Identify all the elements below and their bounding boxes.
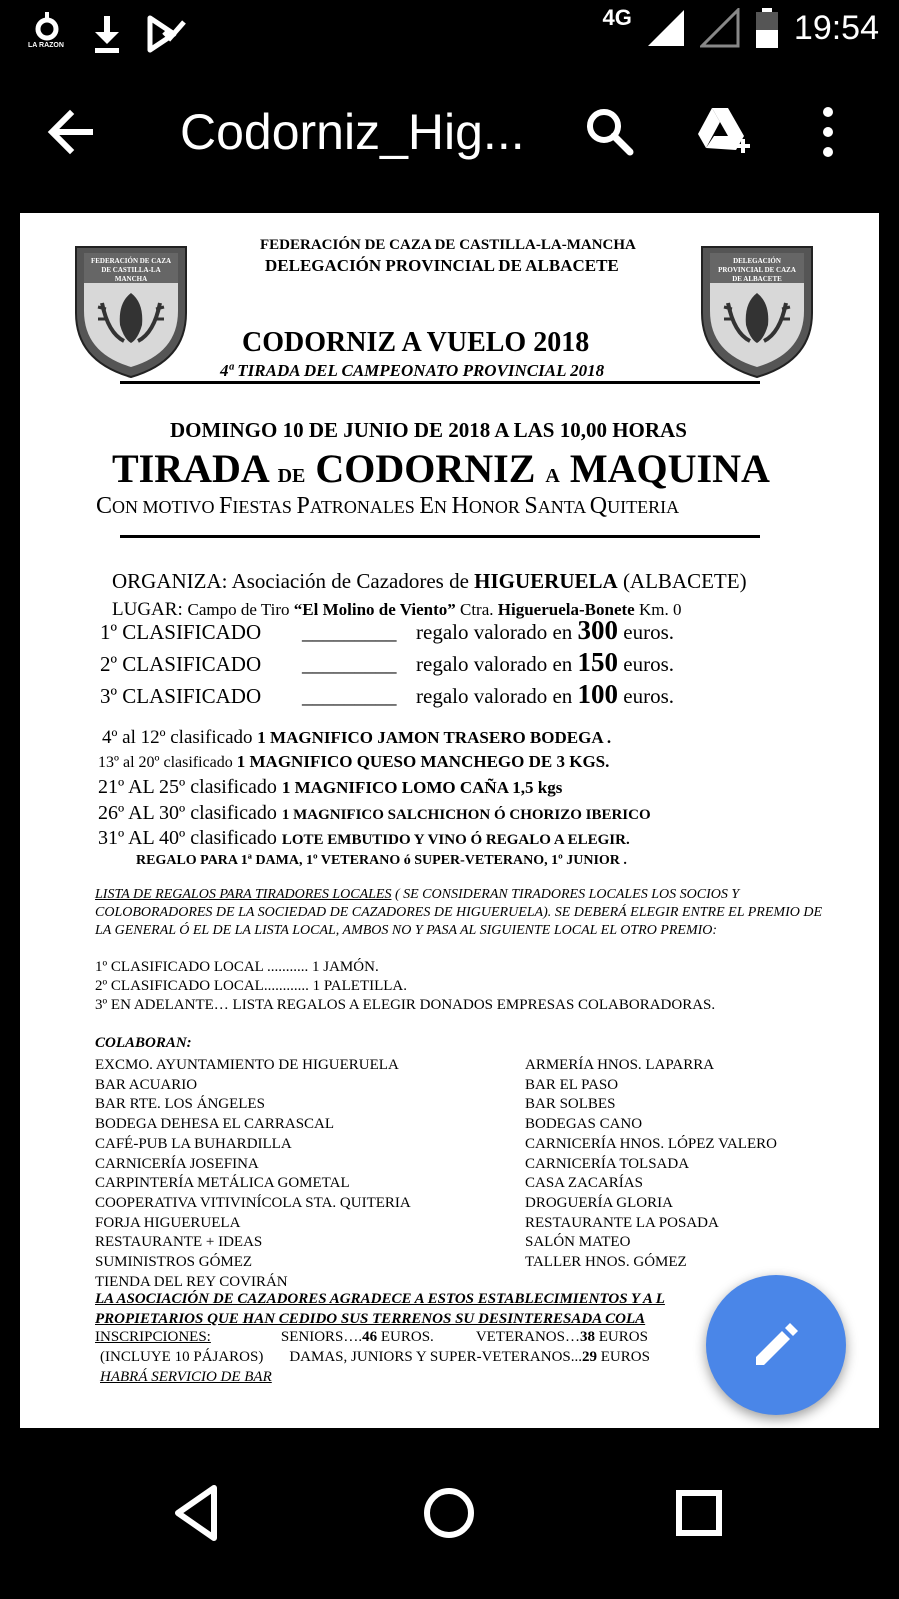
motivo-line: CON MOTIVO FIESTAS PATRONALES EN HONOR SANTA QUITERIA [96, 493, 680, 519]
nav-back-icon[interactable] [164, 1478, 234, 1548]
prize-26-30: 26º AL 30º clasificado 1 MAGNIFICO SALCHICHON Ó CHORIZO IBERICO [98, 802, 651, 824]
local-list-paragraph: LISTA DE REGALOS PARA TIRADORES LOCALES ( SE CONSIDERAN TIRADORES LOCALES LOS SOCIOS Y COLOBORADORES DE LA SOCIEDAD DE CAZADORES DE HIGUERUELA). SE DEBERÁ ELEGIR ENTRE EL PREMIO DE LA GENERAL Ó EL DE LA LISTA LOCAL, AMBOS NO Y PASA AL SIGUIENTE LOCAL EL OTRO PREMIO: [95, 887, 823, 938]
list-item: DROGUERÍA GLORIA [525, 1194, 673, 1211]
federacion-logo [72, 243, 190, 379]
local-prize-2: 2º CLASIFICADO LOCAL............ 1 PALETILLA. [95, 978, 408, 994]
prize-3: 3º CLASIFICADO _________ regalo valorado en 100 euros. [100, 679, 675, 709]
list-item: SUMINISTROS GÓMEZ [95, 1254, 253, 1271]
list-item: CARNICERÍA JOSEFINA [95, 1155, 259, 1172]
list-item: CARPINTERÍA METÁLICA GOMETAL [95, 1175, 350, 1192]
edit-pencil-icon [750, 1319, 802, 1371]
list-item: ARMERÍA HNOS. LAPARRA [525, 1057, 715, 1073]
prize-2: 2º CLASIFICADO _________ regalo valorado en 150 euros. [100, 647, 675, 677]
date-line: DOMINGO 10 DE JUNIO DE 2018 A LAS 10,00 HORAS [170, 418, 687, 442]
list-item: FORJA HIGUERUELA [95, 1214, 241, 1231]
signal-icon [646, 8, 686, 48]
regalo-special-line: REGALO PARA 1ª DAMA, 1º VETERANO ó SUPER-VETERANO, 1º JUNIOR . [136, 853, 627, 868]
list-item: CARNICERÍA HNOS. LÓPEZ VALERO [525, 1135, 777, 1152]
event-subtitle: 4ª TIRADA DEL CAMPEONATO PROVINCIAL 2018 [220, 361, 605, 380]
list-item: BODEGA DEHESA EL CARRASCAL [95, 1116, 335, 1133]
delegacion-logo [698, 243, 816, 379]
list-item: SALÓN MATEO [525, 1234, 631, 1251]
search-icon[interactable] [580, 102, 640, 162]
nav-recents-icon[interactable] [664, 1478, 734, 1548]
list-item: BAR EL PASO [525, 1076, 619, 1093]
agradecimiento: LA ASOCIACIÓN DE CAZADORES AGRADECE A ESTOS ESTABLECIMIENTOS Y A L PROPIETARIOS QUE HAN CEDIDO SUS TERRENOS SU DESINTERESADA COLA [95, 1291, 665, 1327]
document-title: Codorniz_Hig... [180, 104, 525, 160]
list-item: TALLER HNOS. GÓMEZ [525, 1254, 687, 1271]
divider [120, 535, 760, 538]
inscripciones-line-2: (INCLUYE 10 PÁJAROS) DAMAS, JUNIORS Y SUPER-VETERANOS...29 EUROS [100, 1349, 650, 1365]
prize-21-25: 21º AL 25º clasificado 1 MAGNIFICO LOMO CAÑA 1,5 kgs [98, 776, 563, 798]
status-bar [0, 0, 899, 62]
prize-13-20: 13º al 20º clasificado 1 MAGNIFICO QUESO MANCHEGO DE 3 KGS. [98, 752, 610, 771]
list-item: RESTAURANTE + IDEAS [95, 1234, 263, 1251]
local-prize-3: 3º EN ADELANTE… LISTA REGALOS A ELEGIR DONADOS EMPRESAS COLABORADORAS. [95, 997, 716, 1013]
app-bar [0, 62, 899, 202]
divider [120, 381, 760, 384]
list-item: EXCMO. AYUNTAMIENTO DE HIGUERUELA [95, 1057, 399, 1073]
colaboran-left-list [95, 1056, 411, 1292]
colaboran-right-list [525, 1056, 777, 1273]
list-item: BAR RTE. LOS ÁNGELES [95, 1096, 265, 1113]
event-title: CODORNIZ A VUELO 2018 [242, 327, 590, 358]
document-page[interactable] [20, 213, 879, 1428]
network-type: 4G [602, 5, 632, 30]
clock: 19:54 [793, 8, 879, 47]
battery-icon [754, 8, 780, 48]
download-icon [90, 14, 124, 54]
list-item: BAR ACUARIO [95, 1076, 198, 1093]
list-item: BAR SOLBES [525, 1096, 616, 1113]
list-item: CARNICERÍA TOLSADA [525, 1155, 690, 1172]
list-item: RESTAURANTE LA POSADA [525, 1214, 719, 1231]
drive-add-icon[interactable] [692, 102, 752, 162]
organiza-line: ORGANIZA: Asociación de Cazadores de HIGUERUELA (ALBACETE) [112, 569, 747, 593]
checklist-icon [146, 14, 186, 54]
navigation-bar [0, 1428, 899, 1599]
list-item: CASA ZACARÍAS [525, 1175, 643, 1192]
local-prize-1: 1º CLASIFICADO LOCAL ........... 1 JAMÓN. [95, 959, 379, 975]
edit-fab-button[interactable] [706, 1275, 846, 1415]
prize-4-12: 4º al 12º clasificado 1 MAGNIFICO JAMON TRASERO BODEGA . [102, 727, 612, 748]
logo-text: FEDERACIÓN DE CAZA DE CASTILLA-LA MANCHA [90, 257, 172, 283]
back-arrow-icon[interactable] [42, 102, 102, 162]
nav-home-icon[interactable] [414, 1478, 484, 1548]
la-razon-icon [28, 12, 68, 56]
list-item: CAFÉ-PUB LA BUHARDILLA [95, 1135, 292, 1152]
more-vert-icon[interactable] [798, 102, 858, 162]
header-delegacion: DELEGACIÓN PROVINCIAL DE ALBACETE [265, 256, 619, 275]
header-federacion: FEDERACIÓN DE CAZA DE CASTILLA-LA-MANCHA [260, 237, 636, 253]
colaboran-heading: COLABORAN: [95, 1035, 192, 1051]
main-title: TIRADA DE CODORNIZ A MAQUINA [112, 446, 770, 491]
logo-text: DELEGACIÓN PROVINCIAL DE CAZA DE ALBACETE [718, 257, 796, 283]
bar-service-note: HABRÁ SERVICIO DE BAR [100, 1369, 272, 1385]
list-item: BODEGAS CANO [525, 1116, 643, 1133]
list-item: TIENDA DEL REY COVIRÁN [95, 1273, 288, 1290]
lugar-line: LUGAR: Campo de Tiro “El Molino de Viento” Ctra. Higueruela-Bonete Km. 0 [112, 599, 682, 620]
inscripciones-line: INSCRIPCIONES: SENIORS….46 EUROS. VETERANOS…38 EUROS [95, 1329, 648, 1345]
signal-empty-icon [700, 8, 740, 48]
list-item: COOPERATIVA VITIVINÍCOLA STA. QUITERIA [95, 1194, 411, 1211]
la-razon-label: LA RAZON [28, 42, 64, 49]
prize-31-40: 31º AL 40º clasificado LOTE EMBUTIDO Y VINO Ó REGALO A ELEGIR. [98, 827, 630, 849]
prize-1: 1º CLASIFICADO _________ regalo valorado en 300 euros. [100, 615, 675, 645]
